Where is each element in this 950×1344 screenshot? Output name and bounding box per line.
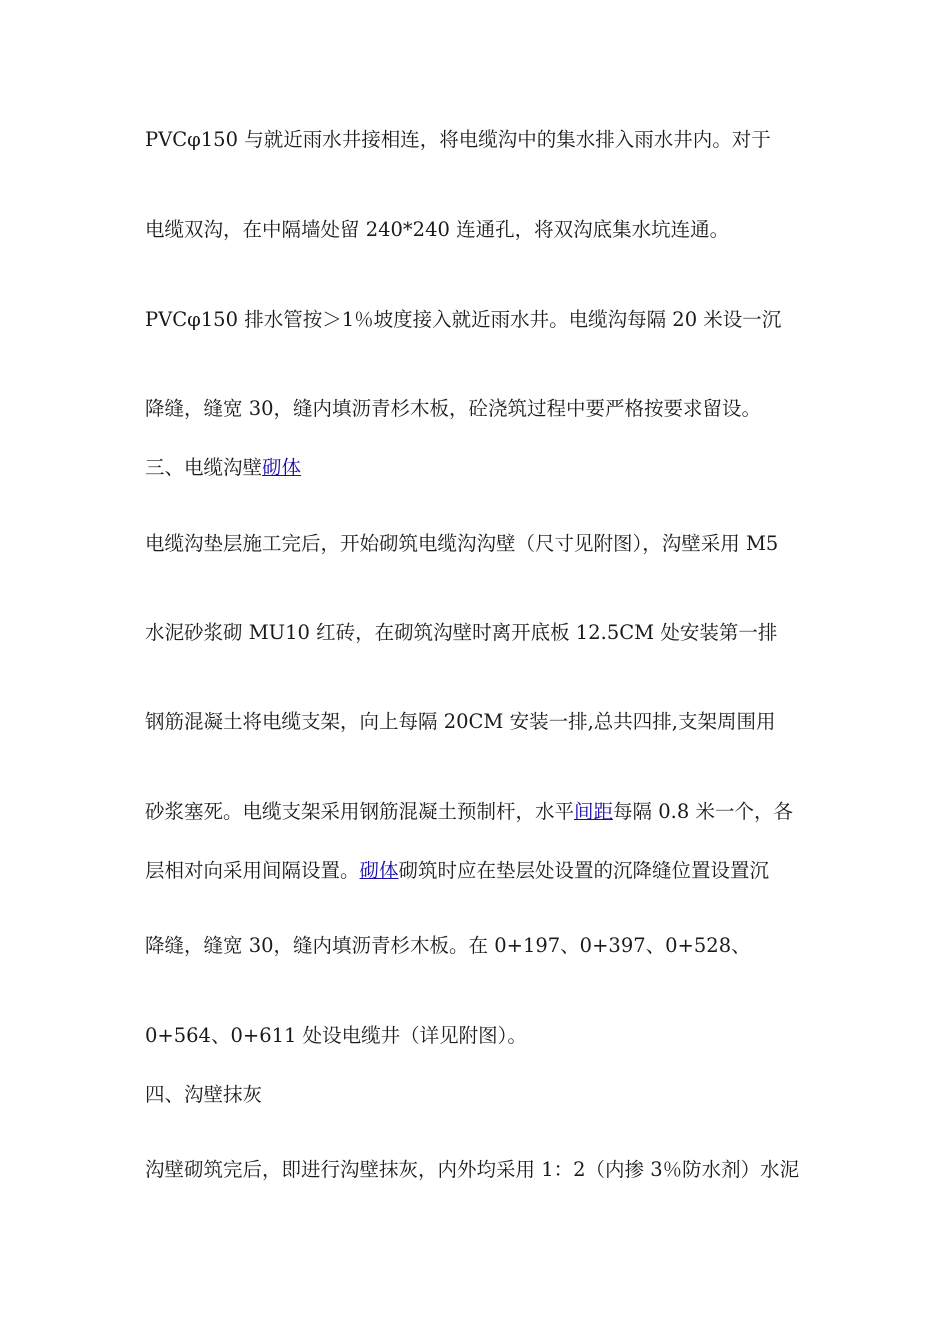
heading-text: 四、沟壁抹灰 xyxy=(145,1083,263,1106)
paragraph-line xyxy=(145,307,810,333)
text-run: PVCφ150 排水管按＞1％坡度接入就近雨水井。电缆沟每隔 20 米设一沉 xyxy=(145,308,782,331)
text-run: 沟壁砌筑完后，即进行沟壁抹灰，内外均采用 1：2（内掺 3％防水剂）水泥 xyxy=(145,1158,800,1181)
paragraph-line xyxy=(145,396,810,422)
text-run: 电缆双沟，在中隔墙处留 240*240 连通孔，将双沟底集水坑连通。 xyxy=(145,218,730,241)
paragraph-line xyxy=(145,1157,810,1183)
paragraph-line xyxy=(145,127,810,153)
paragraph-line xyxy=(145,531,810,557)
text-run: 砌筑时应在垫层处设置的沉降缝位置设置沉 xyxy=(398,859,770,882)
text-run: 砂浆塞死。电缆支架采用钢筋混凝土预制杆，水平 xyxy=(145,800,575,823)
text-run: 降缝，缝宽 30，缝内填沥青杉木板。在 0+197、0+397、0+528、 xyxy=(145,934,751,957)
paragraph-line xyxy=(145,620,810,646)
paragraph-line xyxy=(145,858,810,884)
text-run: 水泥砂浆砌 MU10 红砖，在砌筑沟壁时离开底板 12.5CM 处安装第一排 xyxy=(145,621,778,644)
paragraph-line xyxy=(145,933,810,959)
masonry-link[interactable]: 砌体 xyxy=(262,456,302,479)
paragraph-line xyxy=(145,217,810,243)
spacing-link[interactable]: 间距 xyxy=(574,800,614,823)
section-heading xyxy=(145,455,810,481)
text-run: 降缝，缝宽 30，缝内填沥青杉木板，砼浇筑过程中要严格按要求留设。 xyxy=(145,397,762,420)
paragraph-line xyxy=(145,799,810,825)
masonry-link[interactable]: 砌体 xyxy=(359,859,399,882)
text-run: 钢筋混凝土将电缆支架，向上每隔 20CM 安装一排,总共四排,支架周围用 xyxy=(145,710,776,733)
paragraph-line xyxy=(145,709,810,735)
text-run: 电缆沟垫层施工完后，开始砌筑电缆沟沟壁（尺寸见附图），沟壁采用 M5 xyxy=(145,532,779,555)
section-heading xyxy=(145,1082,810,1108)
paragraph-line xyxy=(145,1023,810,1049)
text-run: PVCφ150 与就近雨水井接相连，将电缆沟中的集水排入雨水井内。对于 xyxy=(145,128,771,151)
heading-text: 三、电缆沟壁 xyxy=(145,456,263,479)
text-run: 0+564、0+611 处设电缆井（详见附图）。 xyxy=(145,1024,527,1047)
text-run: 每隔 0.8 米一个，各 xyxy=(613,800,793,823)
text-run: 层相对向采用间隔设置。 xyxy=(145,859,360,882)
